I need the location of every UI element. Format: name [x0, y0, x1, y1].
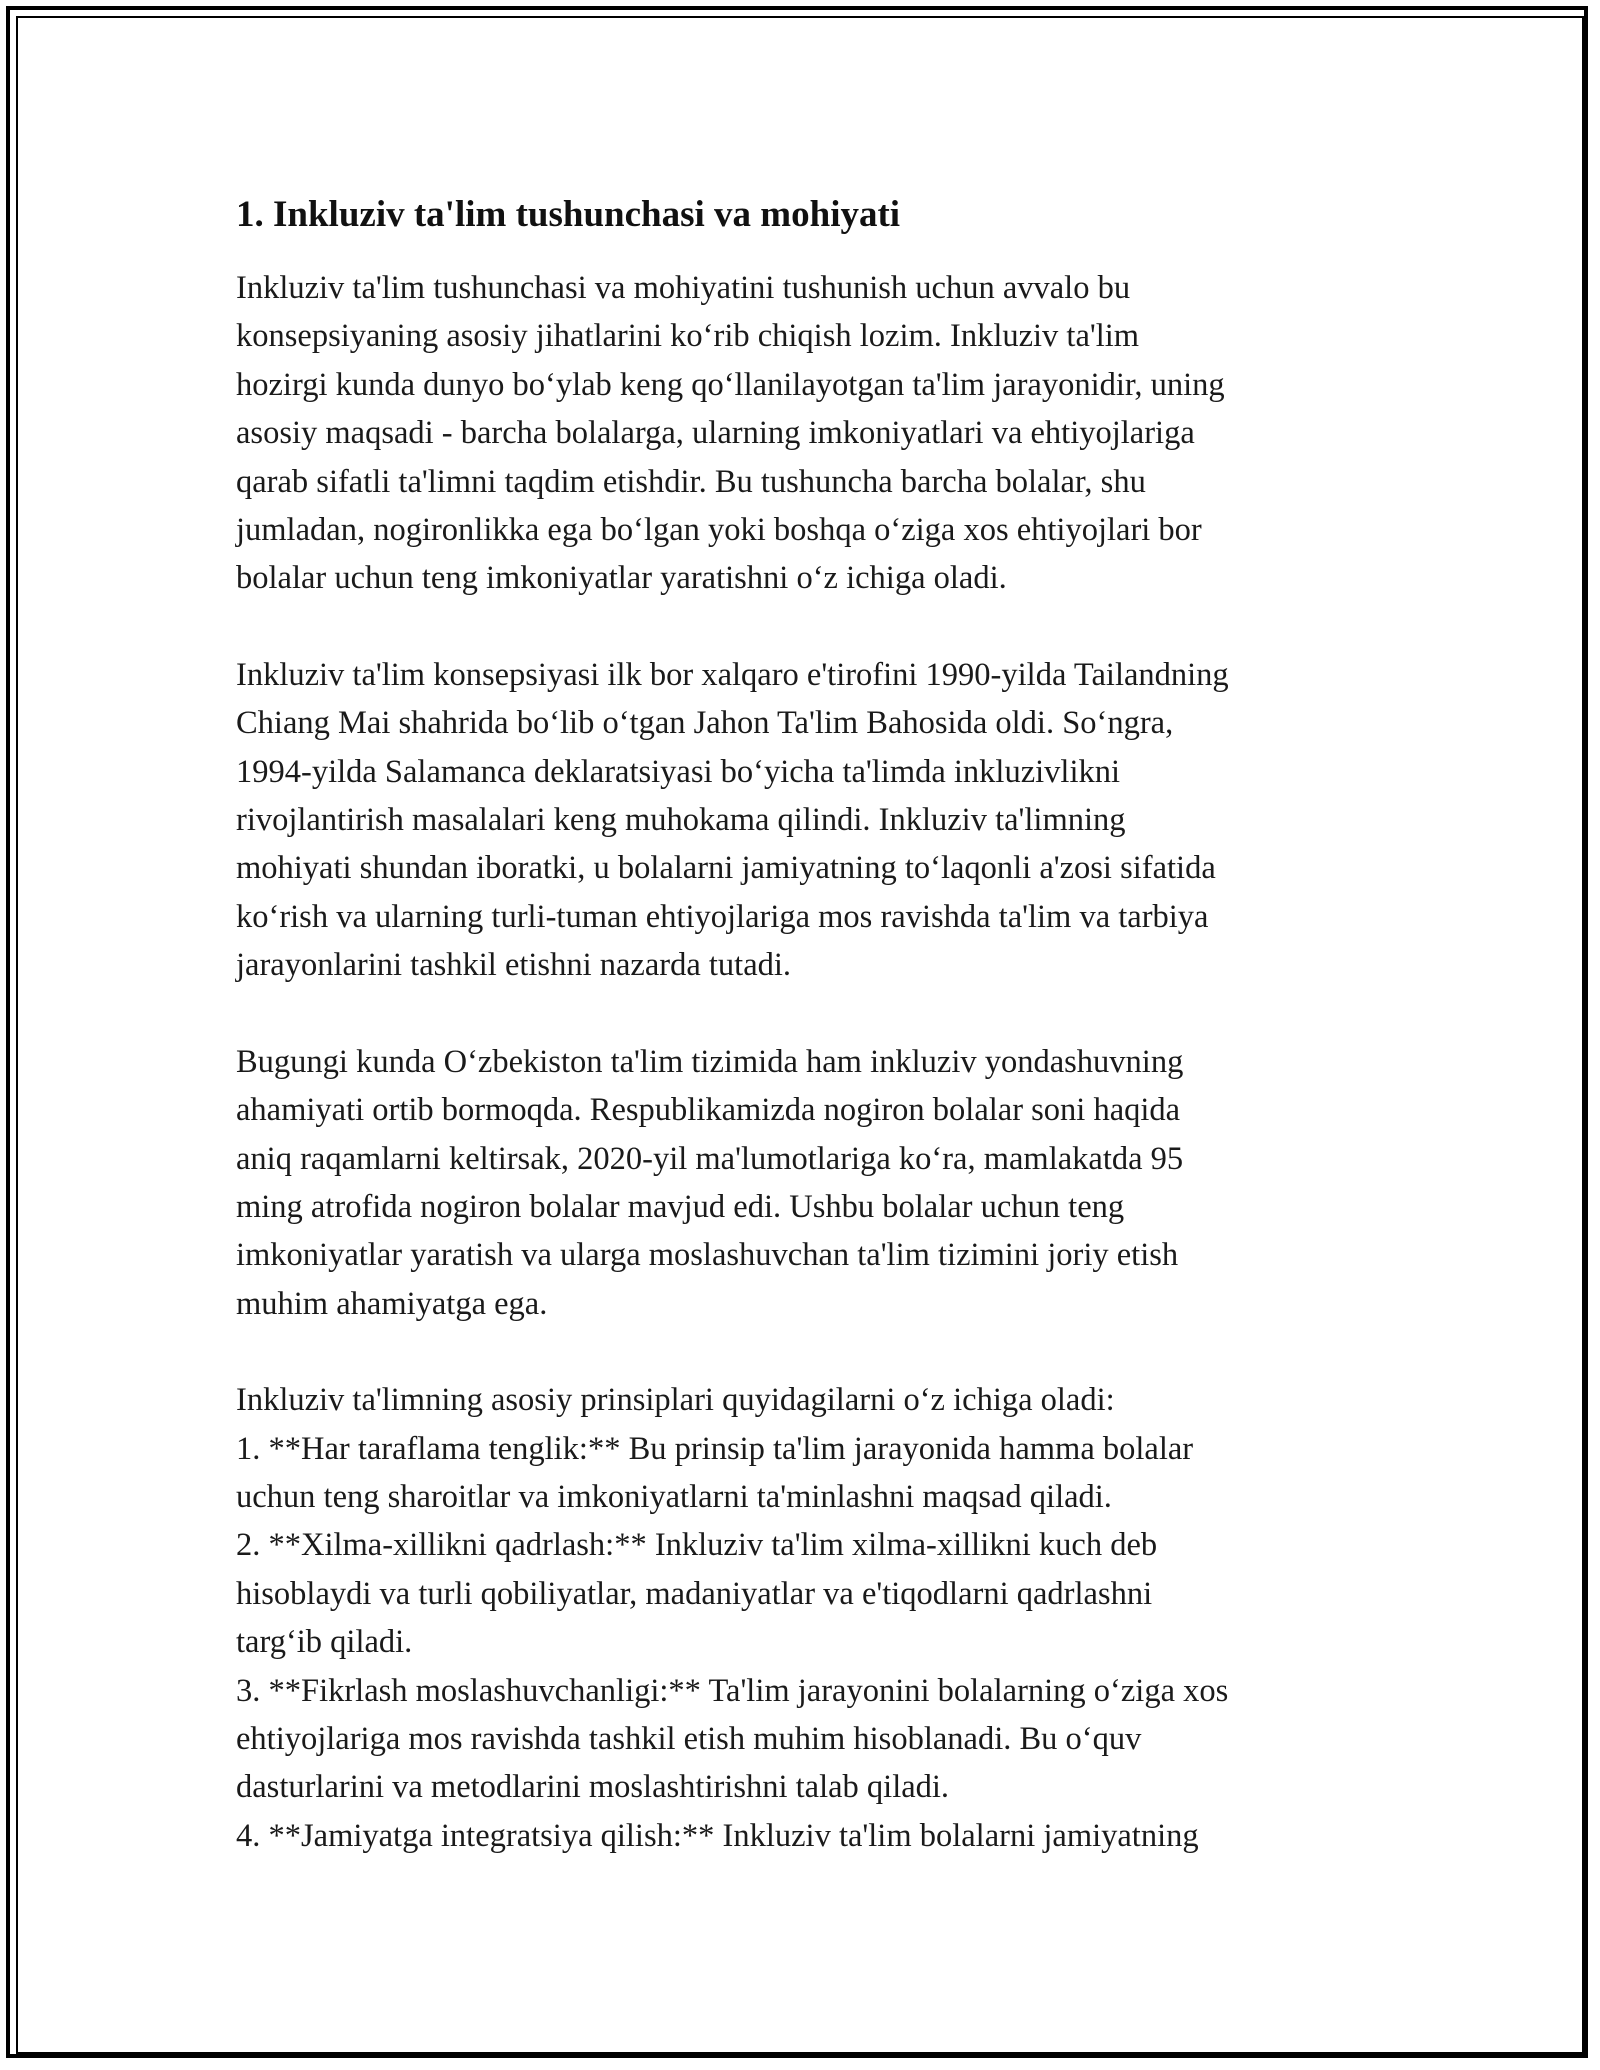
paragraph-1: Inkluziv ta'lim tushunchasi va mohiyatini tushunish uchun avvalo bu konsepsiyaning asosiy jihatlarini ko‘rib chiqish lozim. Inkluziv ta'lim hozirgi kunda dunyo bo‘ylab keng qo‘llanilayotgan ta'lim jarayonidir, uning asosiy maqsadi - barcha bolalarga, ularning imkoniyatlari va ehtiyojlariga qarab sifatli ta'limni taqdim etishdir. Bu tushuncha barcha bolalar, shu jumladan, nogironlikka ega bo‘lgan yoki boshqa o‘ziga xos ehtiyojlari bor bolalar uchun teng imkoniyatlar yaratishni o‘z ichiga oladi. — [236, 270, 1225, 597]
list-item: 4. **Jamiyatga integratsiya qilish:** Inkluziv ta'lim bolalarni jamiyatning — [236, 1817, 1199, 1854]
principles-list — [236, 1376, 1396, 1860]
list-intro: Inkluziv ta'limning asosiy prinsiplari quyidagilarni o‘z ichiga oladi: — [236, 1382, 1115, 1419]
list-item: 2. **Xilma-xillikni qadrlash:** Inkluziv ta'lim xilma-xillikni kuch deb hisoblaydi va turli qobiliyatlar, madaniyatlar va e'tiqodlarni qadrlashni targ‘ib qiladi. — [236, 1527, 1158, 1661]
document-body — [236, 186, 1396, 1860]
list-item: 3. **Fikrlash moslashuvchanligi:** Ta'lim jarayonini bolalarning o‘ziga xos ehtiyojlariga mos ravishda tashkil etish muhim hisoblanadi. Bu o‘quv dasturlarini va metodlarini moslashtirishni talab qiladi. — [236, 1672, 1229, 1806]
section-heading: 1. Inkluziv ta'lim tushunchasi va mohiyati — [236, 194, 901, 235]
paragraph-2: Inkluziv ta'lim konsepsiyasi ilk bor xalqaro e'tirofini 1990-yilda Tailandning Chiang Mai shahrida bo‘lib o‘tgan Jahon Ta'lim Bahosida oldi. So‘ngra, 1994-yilda Salamanca deklaratsiyasi bo‘yicha ta'limda inkluzivlikni rivojlantirish masalalari keng muhokama qilindi. Inkluziv ta'limning mohiyati shundan iboratki, u bolalarni jamiyatning to‘laqonli a'zosi sifatida ko‘rish va ularning turli-tuman ehtiyojlariga mos ravishda ta'lim va tarbiya jarayonlarini tashkil etishni nazarda tutadi. — [236, 656, 1229, 984]
paragraph-3: Bugungi kunda O‘zbekiston ta'lim tizimida ham inkluziv yondashuvning ahamiyati ortib bormoqda. Respublikamizda nogiron bolalar soni haqida aniq raqamlarni keltirsak, 2020-yil ma'lumotlariga ko‘ra, mamlakatda 95 ming atrofida nogiron bolalar mavjud edi. Ushbu bolalar uchun teng imkoniyatlar yaratish va ularga moslashuvchan ta'lim tizimini joriy etish muhim ahamiyatga ega. — [236, 1043, 1184, 1322]
list-item: 1. **Har taraflama tenglik:** Bu prinsip ta'lim jarayonida hamma bolalar uchun teng sharoitlar va imkoniyatlarni ta'minlashni maqsad qiladi. — [236, 1430, 1194, 1515]
